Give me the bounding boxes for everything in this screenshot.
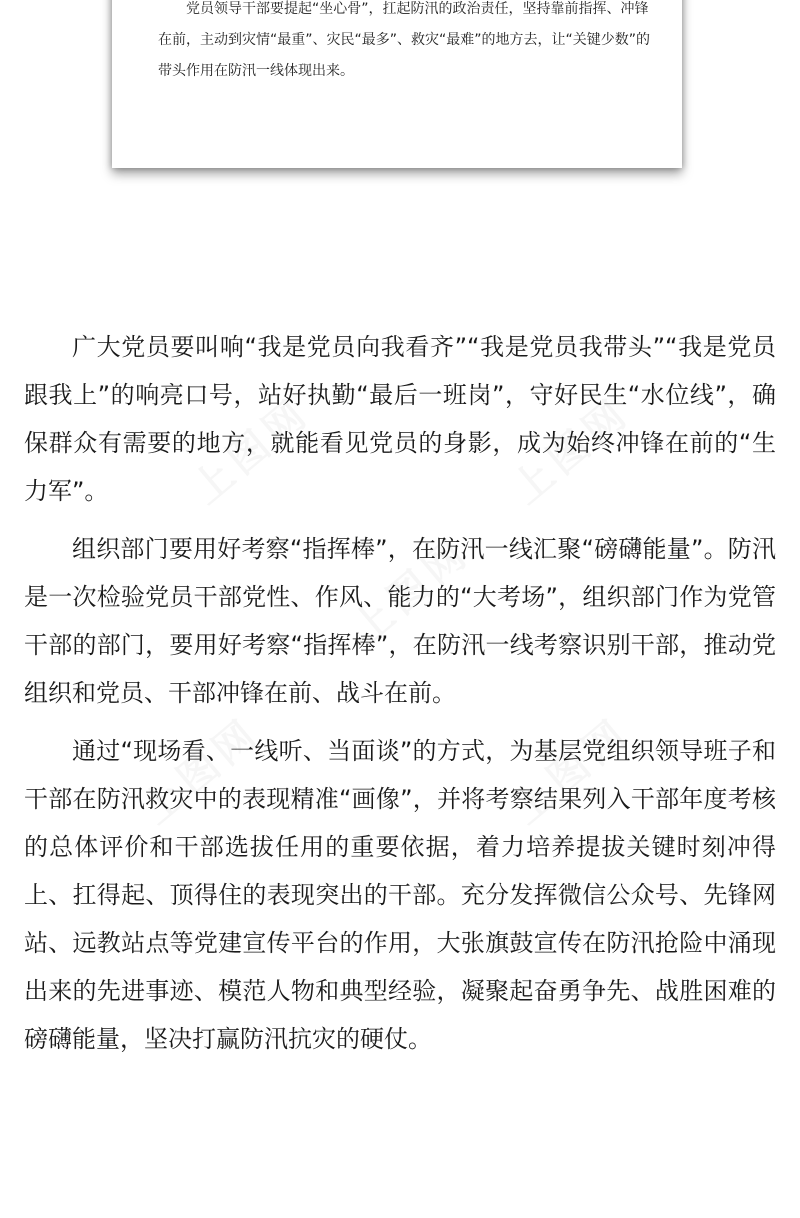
article-body [24,323,776,1073]
article-paragraph-3: 通过“现场看、一线听、当面谈”的方式，为基层党组织领导班子和干部在防汛救灾中的表现精准“画像”，并将考察结果列入干部年度考核的总体评价和干部选拔任用的重要依据，着力培养提拔关键时刻冲得上、扛得起、顶得住的表现突出的干部。充分发挥微信公众号、先锋网站、远教站点等党建宣传平台的作用，大张旗鼓宣传在防汛抢险中涌现出来的先进事迹、模范人物和典型经验，凝聚起奋勇争先、战胜困难的磅礴能量，坚决打赢防汛抗灾的硬仗。 [24,737,776,1053]
quote-card [112,0,682,168]
article-paragraph-2: 组织部门要用好考察“指挥棒”，在防汛一线汇聚“磅礴能量”。防汛是一次检验党员干部党性、作风、能力的“大考场”，组织部门作为党管干部的部门，要用好考察“指挥棒”，在防汛一线考察识别干部，推动党组织和党员、干部冲锋在前、战斗在前。 [24,535,776,707]
article-paragraph-1: 广大党员要叫响“我是党员向我看齐”“我是党员我带头”“我是党员跟我上”的响亮口号，站好执勤“最后一班岗”，守好民生“水位线”，确保群众有需要的地方，就能看见党员的身影，成为始终冲锋在前的“生力军”。 [24,333,776,505]
quote-card-text [158,0,652,87]
quote-card-paragraph: 党员领导干部要提起“坐心骨”，扛起防汛的政治责任，坚持靠前指挥、冲锋在前，主动到灾情“最重”、灾民“最多”、救灾“最难”的地方去，让“关键少数”的带头作用在防汛一线体现出来。 [158,1,651,79]
